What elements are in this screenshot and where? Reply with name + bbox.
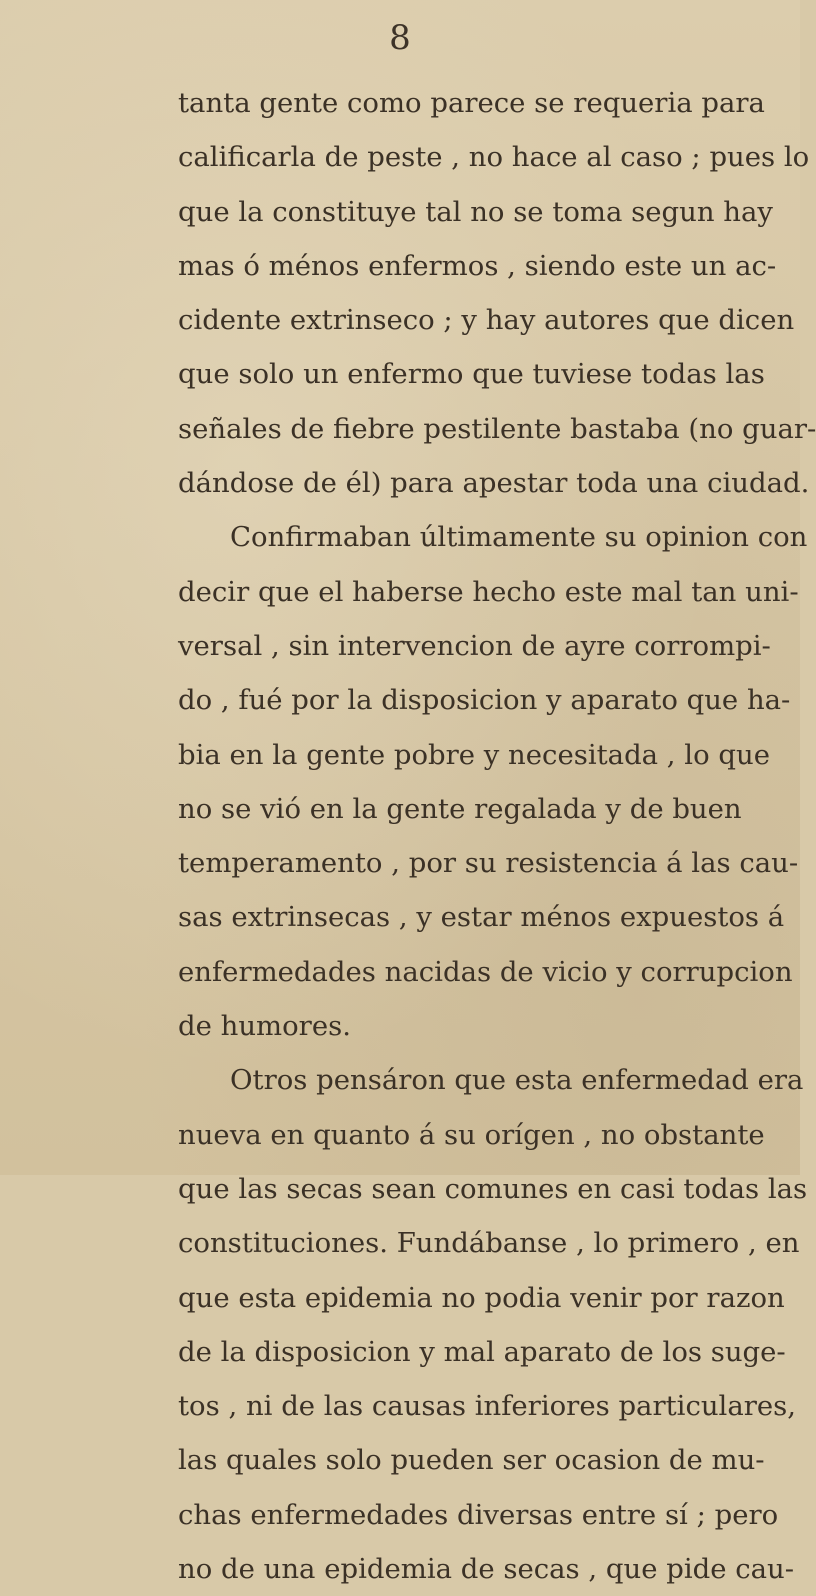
text-line: tanta gente como parece se requeria para <box>178 87 765 119</box>
paragraph-start-line: Confirmaban últimamente su opinion con <box>230 521 808 554</box>
text-line: no se vió en la gente regalada y de buen <box>178 792 742 825</box>
text-line: de la disposicion y mal aparato de los suge- <box>178 1335 786 1368</box>
text-line: no de una epidemia de secas , que pide cau- <box>178 1553 795 1586</box>
page-number: 8 <box>389 18 411 58</box>
text-line: constituciones. Fundábanse , lo primero , en <box>178 1227 800 1260</box>
text-line: nueva en quanto á su orígen , no obstante <box>178 1118 765 1151</box>
text-line: dándose de él) para apestar toda una ciudad. <box>178 467 810 500</box>
text-line: que las secas sean comunes en casi todas las <box>178 1172 808 1205</box>
text-line: las quales solo pueden ser ocasion de mu- <box>178 1444 765 1477</box>
text-line: do , fué por la disposicion y aparato que ha- <box>178 684 791 717</box>
text-line: que esta epidemia no podia venir por razon <box>178 1281 785 1314</box>
paragraph-start-line: Otros pensáron que esta enfermedad era <box>230 1064 804 1097</box>
text-line: chas enfermedades diversas entre sí ; pero <box>178 1498 779 1531</box>
text-line: tos , ni de las causas inferiores particulares, <box>178 1390 797 1423</box>
text-line: que la constituye tal no se toma segun hay <box>178 195 773 228</box>
text-line: señales de fiebre pestilente bastaba (no guar- <box>178 412 816 445</box>
text-line: versal , sin intervencion de ayre corrompi- <box>178 629 771 662</box>
text-line: calificarla de peste , no hace al caso ; pues lo <box>178 141 810 174</box>
text-line: enfermedades nacidas de vicio y corrupcion <box>178 955 793 988</box>
text-line: cidente extrinseco ; y hay autores que dicen <box>178 304 795 337</box>
text-line: bia en la gente pobre y necesitada , lo que <box>178 738 770 771</box>
text-line: temperamento , por su resistencia á las cau- <box>178 847 799 880</box>
text-line: decir que el haberse hecho este mal tan uni- <box>178 575 799 608</box>
text-line: que solo un enfermo que tuviese todas las <box>178 358 765 391</box>
body-text <box>178 76 816 1596</box>
text-line: mas ó ménos enfermos , siendo este un ac- <box>178 249 777 282</box>
text-line: de humores. <box>178 1010 351 1043</box>
text-line: sas extrinsecas , y estar ménos expuestos á <box>178 901 785 934</box>
